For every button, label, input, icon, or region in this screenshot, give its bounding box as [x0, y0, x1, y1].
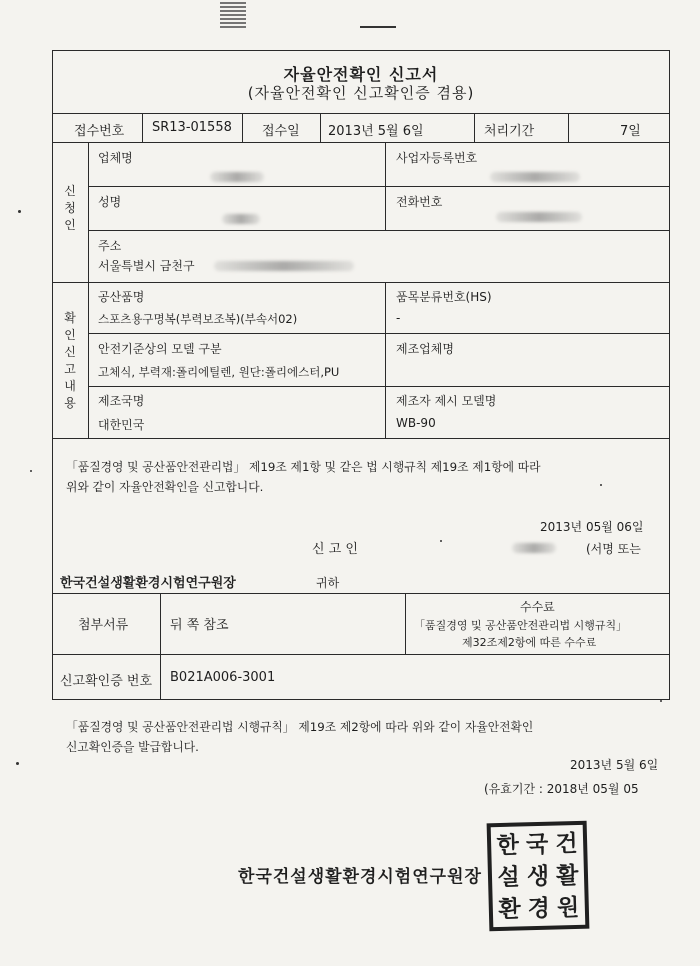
issuance-date: 2013년 5월 6일	[570, 758, 659, 772]
redacted-company-name	[210, 172, 264, 182]
redacted-address	[214, 261, 354, 271]
attachments-value: 뒤 쪽 참조	[170, 618, 229, 633]
scan-dust	[16, 762, 19, 765]
fee-title: 수수료	[520, 600, 555, 614]
page-title: 자율안전확인 신고서	[283, 65, 439, 84]
receipt-date-label: 접수일	[262, 124, 300, 139]
scan-dust	[18, 210, 21, 213]
phone-label: 전화번호	[396, 195, 443, 209]
model-name-value: WB-90	[396, 416, 436, 430]
page-subtitle: (자율안전확인 신고확인증 겸용)	[247, 84, 475, 102]
fee-rule-line-1: 「품질경영 및 공산품안전관리법 시행규칙」	[414, 619, 628, 632]
declarant-label: 신 고 인	[312, 542, 358, 557]
country-label: 제조국명	[98, 394, 145, 408]
model-class-label: 안전기준상의 모델 구분	[98, 342, 222, 356]
declaration-line-1: 「품질경영 및 공산품안전관리법」 제19조 제1항 및 같은 법 시행규칙 제19조 제1항에 따라	[66, 460, 541, 474]
certificate-number-label: 신고확인증 번호	[60, 674, 153, 689]
scan-mark	[220, 2, 246, 28]
country-value: 대한민국	[98, 418, 145, 432]
addressee: 한국건설생활환경시험연구원장	[60, 576, 236, 591]
honorific: 귀하	[316, 576, 340, 590]
company-name-label: 업체명	[98, 151, 133, 165]
receipt-no-value: SR13-01558	[152, 120, 232, 135]
hs-code-value: -	[396, 311, 401, 325]
validity-period: (유효기간 : 2018년 05월 05	[484, 782, 639, 796]
applicant-name-label: 성명	[98, 195, 122, 209]
scan-dust	[600, 484, 602, 486]
issuance-line-1: 「품질경영 및 공산품안전관리법 시행규칙」 제19조 제2항에 따라 위와 같이 자율안전확인	[66, 720, 534, 734]
redacted-phone	[496, 212, 582, 222]
redacted-business-number	[490, 172, 580, 182]
hs-code-label: 품목분류번호(HS)	[396, 290, 492, 304]
model-name-label: 제조자 제시 모델명	[396, 394, 497, 408]
business-number-label: 사업자등록번호	[396, 151, 478, 165]
product-name-value: 스포츠용구명복(부력보조복)(부속서02)	[98, 312, 298, 326]
content-side-label: 확 인 신 고 내 용	[64, 311, 76, 410]
address-value: 서울특별시 금천구	[98, 259, 195, 273]
declaration-line-2: 위와 같이 자율안전확인을 신고합니다.	[66, 480, 264, 494]
scan-dust	[30, 470, 32, 472]
model-class-value: 고체식, 부력재:폴리에틸렌, 원단:폴리에스터,PU	[98, 365, 340, 379]
issuer-name: 한국건설생활환경시험연구원장	[238, 867, 482, 887]
applicant-side-label: 신 청 인	[64, 184, 76, 232]
sign-note: (서명 또는	[586, 542, 641, 556]
certificate-number-value: B021A006-3001	[170, 670, 276, 685]
manufacturer-label: 제조업체명	[396, 342, 454, 356]
processing-period-value: 7일	[620, 124, 641, 139]
scan-dust	[440, 540, 442, 542]
declaration-date: 2013년 05월 06일	[540, 520, 644, 534]
receipt-no-label: 접수번호	[74, 124, 125, 139]
redacted-declarant-signature	[512, 543, 556, 553]
fee-rule-line-2: 제32조제2항에 따른 수수료	[462, 636, 597, 649]
issuance-line-2: 신고확인증을 발급합니다.	[66, 740, 199, 754]
attachments-label: 첨부서류	[78, 618, 129, 633]
receipt-date-value: 2013년 5월 6일	[328, 124, 424, 139]
official-seal: 한 국 건 설 생 활 환 경 원	[487, 821, 590, 932]
processing-period-label: 처리기간	[484, 124, 535, 139]
scan-mark	[360, 26, 396, 28]
address-label: 주소	[98, 239, 122, 253]
scan-dust	[660, 700, 662, 702]
product-name-label: 공산품명	[98, 290, 145, 304]
redacted-applicant-name	[222, 214, 260, 224]
